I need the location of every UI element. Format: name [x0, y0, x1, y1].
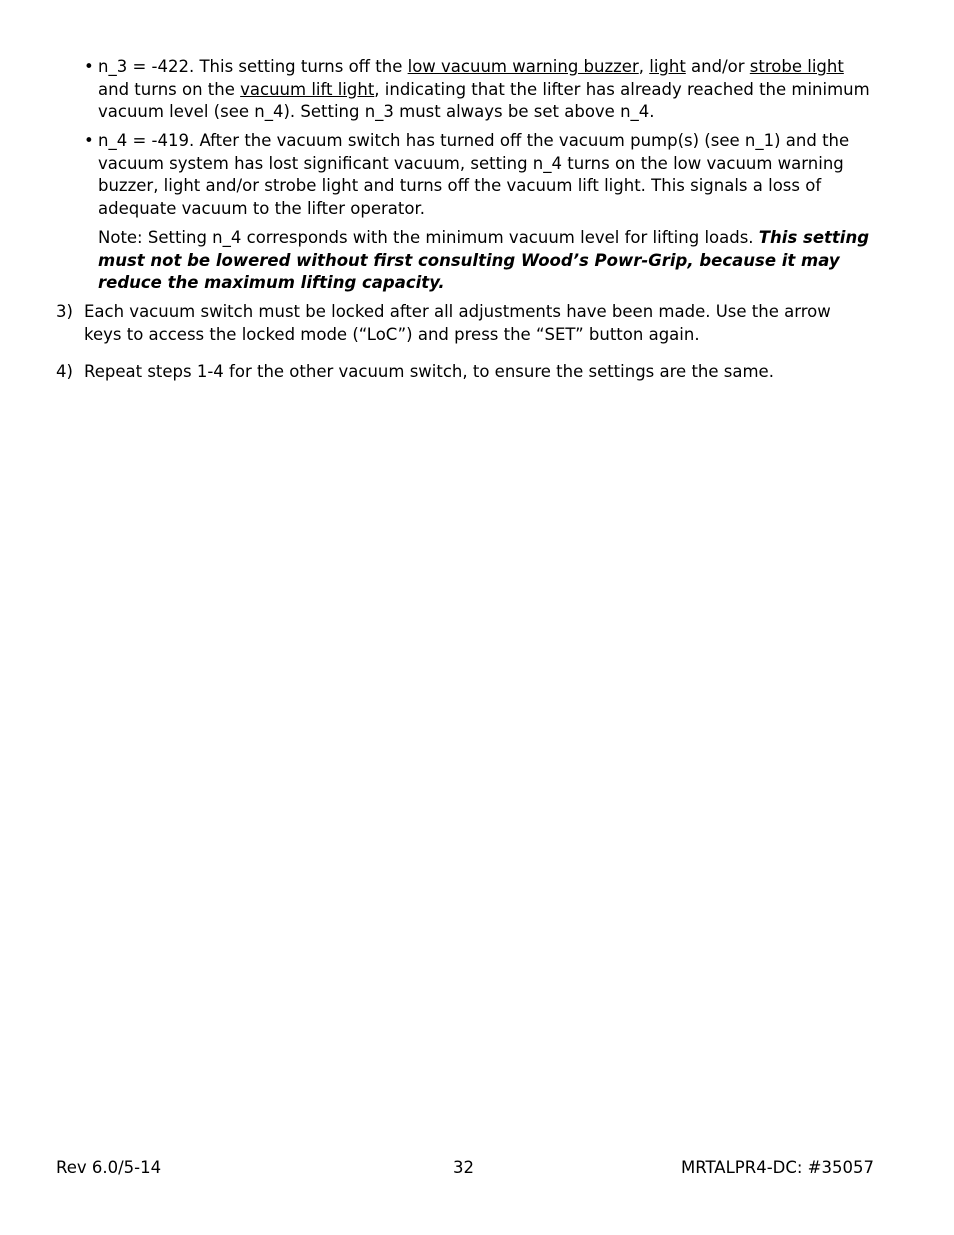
bullet-text: ,	[638, 57, 650, 76]
bullet-text: , indicating that the lifter has already reached the minimum vacuum level (see n_4). Setting n_3 must always be set above n_4.	[98, 79, 870, 121]
step-text: Repeat steps 1-4 for the other vacuum switch, to ensure the settings are the same.	[84, 362, 774, 381]
step-number: 3)	[56, 302, 73, 321]
term-low-vacuum-warning-buzzer: low vacuum warning buzzer	[407, 57, 639, 76]
note-warning: This setting must not be lowered without first consulting Wood’s Powr-Grip, because it may reduce the maximum lifting capacity.	[98, 228, 870, 292]
term-light: light	[649, 57, 686, 76]
term-strobe-light: strobe light	[749, 57, 844, 76]
footer-page-number: 32	[453, 1158, 474, 1177]
bullet-n4	[84, 130, 870, 220]
bullet-text: and turns on the	[98, 79, 241, 99]
bullet-text: and/or	[685, 57, 750, 76]
note-paragraph	[98, 227, 870, 295]
step-text: Each vacuum switch must be locked after all adjustments have been made. Use the arrow keys to access the locked mode (“LoC”) and press the “SET” button again.	[84, 302, 831, 344]
footer-doc-id: MRTALPR4-DC: #35057	[681, 1158, 874, 1177]
bullet-text: n_4 = -419. After the vacuum switch has turned off the vacuum pump(s) (see n_1) and the vacuum system has lost significant vacuum, setting n_4 turns on the low vacuum warning buzzer, light and/or strobe light and turns off the vacuum lift light. This signals a loss of adequate vacuum to the lifter operator.	[98, 131, 850, 218]
note-text: Note: Setting n_4 corresponds with the minimum vacuum level for lifting loads.	[98, 228, 759, 247]
bullet-marker: •	[84, 57, 94, 76]
bullet-text: n_3 = -422. This setting turns off the	[98, 57, 408, 76]
footer-revision: Rev 6.0/5-14	[56, 1158, 162, 1177]
bullet-n3	[84, 56, 870, 124]
term-vacuum-lift-light: vacuum lift light	[240, 79, 375, 99]
bullet-marker: •	[84, 131, 94, 150]
step-4	[56, 361, 870, 384]
step-number: 4)	[56, 362, 73, 381]
step-3	[56, 301, 870, 346]
